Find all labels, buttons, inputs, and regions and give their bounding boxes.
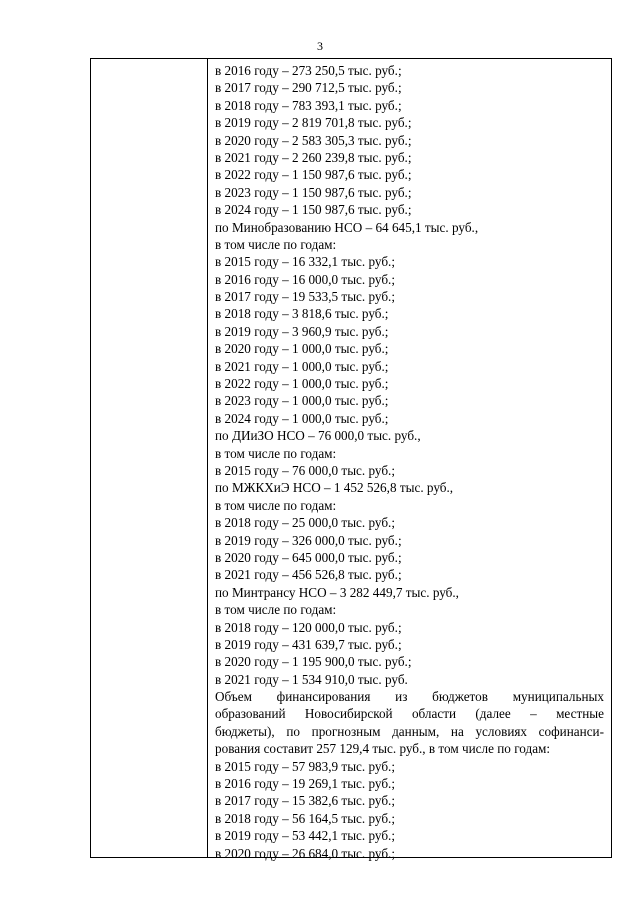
text-line: в 2020 году – 645 000,0 тыс. руб.; bbox=[215, 549, 402, 565]
funding-lines bbox=[215, 62, 604, 688]
text-line: в 2022 году – 1 150 987,6 тыс. руб.; bbox=[215, 167, 412, 183]
page-number: 3 bbox=[317, 39, 323, 53]
local-budget-lines bbox=[215, 758, 604, 862]
text-line: в 2016 году – 19 269,1 тыс. руб.; bbox=[215, 776, 396, 792]
text-line: по ДИиЗО НСО – 76 000,0 тыс. руб., bbox=[215, 428, 421, 444]
text-line: в том числе по годам: bbox=[215, 236, 337, 252]
text-line: в 2015 году – 16 332,1 тыс. руб.; bbox=[215, 254, 396, 270]
text-line: по Минтрансу НСО – 3 282 449,7 тыс. руб., bbox=[215, 584, 459, 600]
text-line: в 2021 году – 456 526,8 тыс. руб.; bbox=[215, 567, 402, 583]
text-line: в 2015 году – 76 000,0 тыс. руб.; bbox=[215, 462, 396, 478]
text-line: в 2016 году – 16 000,0 тыс. руб.; bbox=[215, 271, 396, 287]
text-line: в 2018 году – 3 818,6 тыс. руб.; bbox=[215, 306, 389, 322]
text-line: в том числе по годам: bbox=[215, 445, 337, 461]
text-line: в том числе по годам: bbox=[215, 602, 337, 618]
text-line: в 2024 году – 1 150 987,6 тыс. руб.; bbox=[215, 202, 412, 218]
column-divider bbox=[207, 59, 208, 857]
text-line: в 2018 году – 56 164,5 тыс. руб.; bbox=[215, 810, 396, 826]
text-line: в 2021 году – 1 534 910,0 тыс. руб. bbox=[215, 671, 408, 687]
text-line: бюджеты), по прогнозным данным, на условиях софинанси- bbox=[215, 723, 604, 739]
text-line: в 2024 году – 1 000,0 тыс. руб.; bbox=[215, 410, 389, 426]
text-line: в 2017 году – 19 533,5 тыс. руб.; bbox=[215, 289, 396, 305]
text-line: в 2021 году – 2 260 239,8 тыс. руб.; bbox=[215, 149, 412, 165]
table-right-cell bbox=[215, 62, 604, 862]
text-line: в 2019 году – 2 819 701,8 тыс. руб.; bbox=[215, 115, 412, 131]
text-line: в 2019 году – 326 000,0 тыс. руб.; bbox=[215, 532, 402, 548]
text-line: в 2019 году – 53 442,1 тыс. руб.; bbox=[215, 828, 396, 844]
text-line: в 2023 году – 1 150 987,6 тыс. руб.; bbox=[215, 184, 412, 200]
text-line: в 2019 году – 431 639,7 тыс. руб.; bbox=[215, 636, 402, 652]
text-line: рования составит 257 129,4 тыс. руб., в том числе по годам: bbox=[215, 741, 551, 757]
text-line: в 2020 году – 26 684,0 тыс. руб.; bbox=[215, 845, 396, 861]
text-line: в 2015 году – 57 983,9 тыс. руб.; bbox=[215, 758, 396, 774]
text-line: в 2017 году – 15 382,6 тыс. руб.; bbox=[215, 793, 396, 809]
text-line: в 2021 году – 1 000,0 тыс. руб.; bbox=[215, 358, 389, 374]
text-line: в 2018 году – 25 000,0 тыс. руб.; bbox=[215, 515, 396, 531]
text-line: в 2020 году – 1 000,0 тыс. руб.; bbox=[215, 341, 389, 357]
text-line: в 2018 году – 783 393,1 тыс. руб.; bbox=[215, 97, 402, 113]
text-line: в 2018 году – 120 000,0 тыс. руб.; bbox=[215, 619, 402, 635]
text-line: в 2023 году – 1 000,0 тыс. руб.; bbox=[215, 393, 389, 409]
text-line: в 2020 году – 2 583 305,3 тыс. руб.; bbox=[215, 132, 412, 148]
text-line: по МЖКХиЭ НСО – 1 452 526,8 тыс. руб., bbox=[215, 480, 454, 496]
text-line: по Минобразованию НСО – 64 645,1 тыс. руб., bbox=[215, 219, 479, 235]
text-line: Объем финансирования из бюджетов муниципальных bbox=[215, 689, 604, 705]
funding-paragraph bbox=[215, 688, 604, 758]
text-line: в 2017 году – 290 712,5 тыс. руб.; bbox=[215, 80, 402, 96]
table-left-cell bbox=[91, 59, 207, 857]
text-line: в 2020 году – 1 195 900,0 тыс. руб.; bbox=[215, 654, 412, 670]
funding-table bbox=[90, 58, 612, 861]
text-line: в том числе по годам: bbox=[215, 497, 337, 513]
text-line: образований Новосибирской области (далее – местные bbox=[215, 706, 604, 722]
text-line: в 2019 году – 3 960,9 тыс. руб.; bbox=[215, 323, 389, 339]
text-line: в 2022 году – 1 000,0 тыс. руб.; bbox=[215, 376, 389, 392]
text-line: в 2016 году – 273 250,5 тыс. руб.; bbox=[215, 63, 402, 78]
